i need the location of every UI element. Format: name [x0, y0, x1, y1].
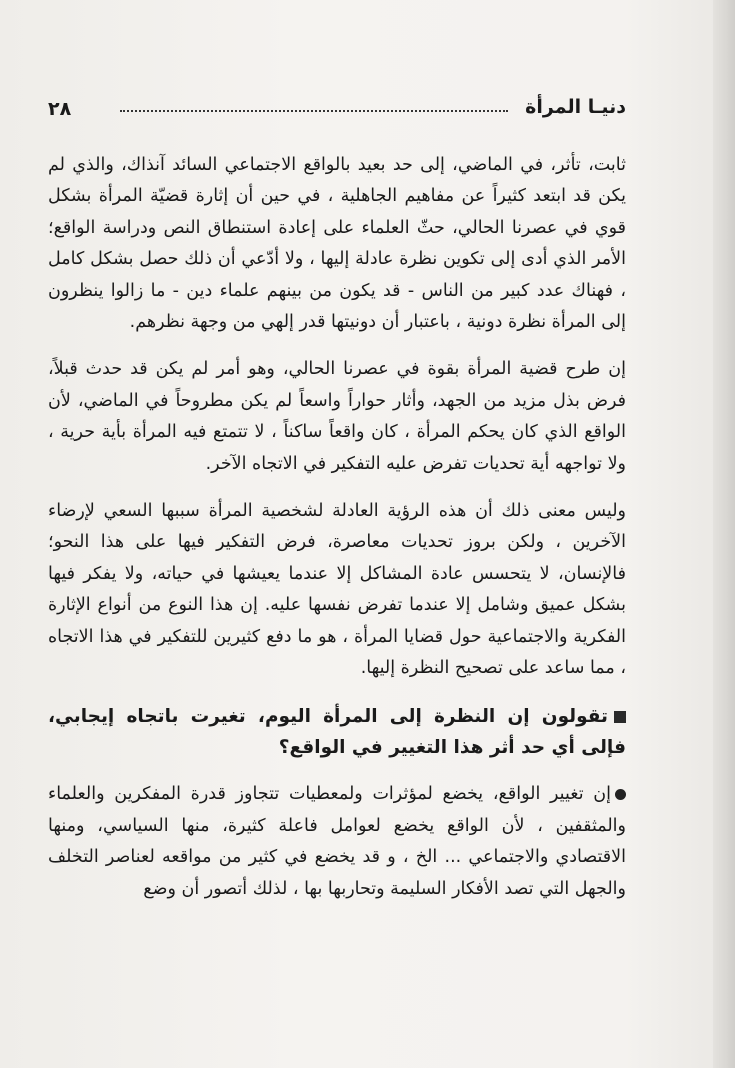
question-text: تقولون إن النظرة إلى المرأة اليوم، تغيرت باتجاه إيجابي، فإلى أي حد أثر هذا التغيير في الواقع؟	[48, 705, 626, 758]
square-bullet-icon	[614, 711, 626, 723]
page-body	[48, 150, 626, 905]
page-number: ٢٨	[48, 98, 72, 120]
interview-answer	[48, 779, 626, 905]
circle-bullet-icon	[615, 789, 626, 800]
interview-question	[48, 701, 626, 764]
paragraph-3: وليس معنى ذلك أن هذه الرؤية العادلة لشخصية المرأة سببها السعي لإرضاء الآخرين ، ولكن بروز تحديات معاصرة، فرض التفكير فيها على هذا النحو؛ فالإنسان، لا يتحسس عادة المشاكل إلا عندما يعيشها في حياته، ولا يفكر فيها بشكل عميق وشامل إلا عندما تفرض نفسها عليه. إن هذا النوع من أنواع الإثارة الفكرية والاجتماعية حول قضايا المرأة ، هو ما دفع كثيرين للتفكير في هذا الاتجاه ، مما ساعد على تصحيح النظرة إليها.	[48, 501, 626, 679]
running-title: دنيـا المرأة	[525, 96, 626, 118]
answer-text: إن تغيير الواقع، يخضع لمؤثرات ولمعطيات تتجاوز قدرة المفكرين والعلماء والمثقفين ، لأن الواقع يخضع لعوامل فاعلة كثيرة، منها السياسي، ومنها الاقتصادي والاجتماعي ... الخ ، و قد يخضع في كثير من مواقعه لعناصر التخلف والجهل التي تصد الأفكار السليمة وتحاربها بها ، لذلك أتصور أن وضع	[48, 784, 626, 899]
running-header	[48, 96, 626, 124]
header-dotted-leader	[120, 110, 508, 112]
page-spine-shadow	[713, 0, 735, 1068]
paragraph-2: إن طرح قضية المرأة بقوة في عصرنا الحالي، وهو أمر لم يكن قد حدث قبلاً، فرض بذل مزيد من الجهد، وأثار حواراً واسعاً لم يكن مطروحاً في الماضي، لأن الواقع الذي كان يحكم المرأة ، كان واقعاً ساكناً ، لا تتمتع فيه المرأة بأية حرية ، ولا تواجهه أية تحديات تفرض عليه التفكير في الاتجاه الآخر.	[48, 359, 626, 474]
paragraph-1: ثابت، تأثر، في الماضي، إلى حد بعيد بالواقع الاجتماعي السائد آنذاك، والذي لم يكن قد ابتعد كثيراً عن مفاهيم الجاهلية ، في حين أن إثارة قضيّة المرأة بشكل قوي في عصرنا الحالي، حثّ العلماء على إعادة استنطاق النص ودراسة الواقع؛ الأمر الذي أدى إلى تكوين نظرة عادلة إليها ، ولا أدّعي أن ذلك حصل بشكل كامل ، فهناك عدد كبير من الناس - قد يكون من بينهم علماء دين - ما زالوا ينظرون إلى المرأة نظرة دونية ، باعتبار أن دونيتها قدر إلهي من وجهة نظرهم.	[48, 155, 626, 333]
